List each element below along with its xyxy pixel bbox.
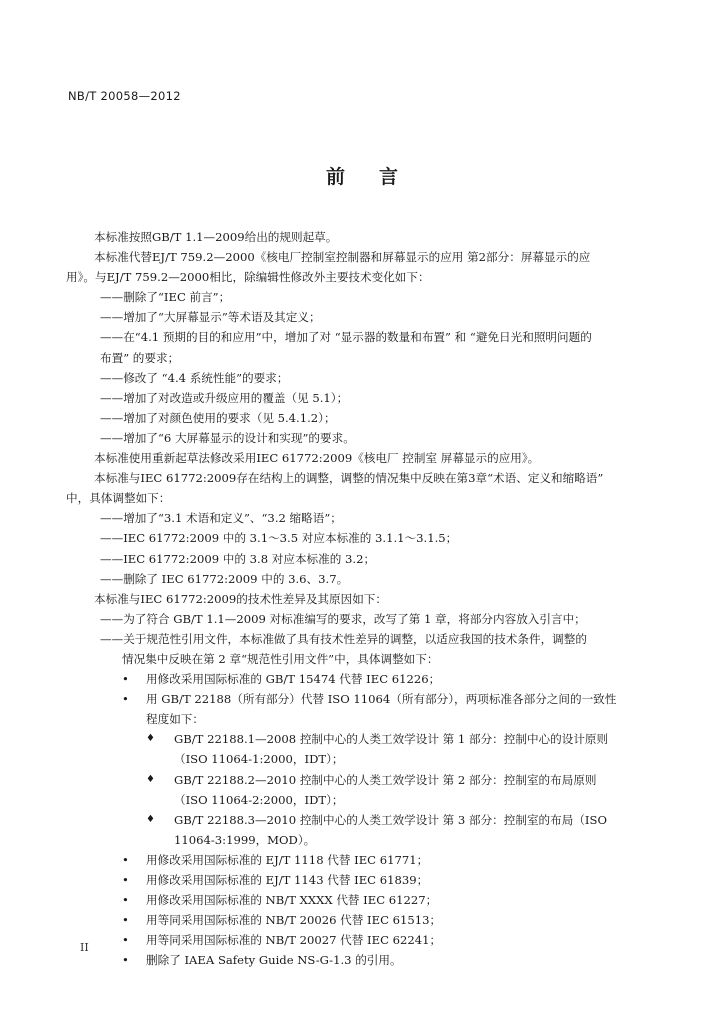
item-text: 用 GB/T 22188（所有部分）代替 ISO 11064（所有部分），两项标准各部分之间的一致性 — [146, 692, 617, 707]
page-title — [0, 162, 724, 189]
sub-bullet-item — [66, 729, 642, 749]
text-line: 用》。与EJ/T 759.2—2000相比，除编辑性修改外主要技术变化如下： — [66, 270, 430, 285]
sub-bullet-item — [66, 810, 642, 830]
text-line: ——增加了“6 大屏幕显示的设计和实现”的要求。 — [100, 430, 355, 445]
standard-number: NB/T 20058—2012 — [68, 89, 181, 103]
text-line: 本标准按照GB/T 1.1—2009给出的规则起草。 — [94, 230, 338, 244]
bullet-icon: • — [122, 873, 129, 887]
bullet-icon: • — [122, 933, 129, 948]
bullet-item — [66, 850, 642, 870]
text-line: ——增加了“3.1 术语和定义”、“3.2 缩略语”； — [100, 511, 342, 526]
text-line: ——关于规范性引用文件，本标准做了具有技术性差异的调整，以适应我国的技术条件，调整的 — [100, 631, 587, 646]
title-char-1: 前 — [325, 166, 345, 188]
text-line: （ISO 11064-2:2000，IDT）； — [174, 792, 344, 807]
bullet-icon: • — [122, 692, 129, 707]
bullet-item — [66, 910, 642, 930]
item-text: 用等同采用国际标准的 NB/T 20027 代替 IEC 62241； — [146, 933, 442, 948]
item-text: 删除了 IAEA Safety Guide NS-G-1.3 的引用。 — [146, 953, 402, 968]
bullet-item — [66, 930, 642, 950]
sub-bullet-item — [66, 770, 642, 790]
text-line: ——删除了 IEC 61772:2009 中的 3.6、3.7。 — [100, 571, 349, 586]
bullet-item — [66, 950, 642, 970]
text-line: 情况集中反映在第 2 章“规范性引用文件”中，具体调整如下： — [122, 651, 439, 666]
bullet-item — [66, 890, 642, 910]
foreword-body — [66, 227, 642, 970]
text-line: 中，具体调整如下： — [66, 491, 171, 506]
text-line: 11064-3:1999，MOD）。 — [174, 832, 316, 847]
text-line: ——删除了“IEC 前言”； — [100, 290, 231, 305]
bullet-item — [66, 689, 642, 709]
text-line: 本标准代替EJ/T 759.2—2000《核电厂控制室控制器和屏幕显示的应用 第2部分：屏幕显示的应 — [94, 250, 591, 265]
diamond-bullet-icon: ♦ — [146, 733, 155, 745]
text-line: ——为了符合 GB/T 1.1—2009 对标准编写的要求，改写了第 1 章，将部分内容放入引言中； — [100, 611, 586, 626]
text-line: ——增加了对改造或升级应用的覆盖（见 5.1）； — [100, 390, 349, 405]
item-text: 用修改采用国际标准的 EJ/T 1143 代替 IEC 61839； — [146, 873, 429, 887]
diamond-bullet-icon: ♦ — [146, 813, 155, 825]
text-line: ——IEC 61772:2009 中的 3.1～3.5 对应本标准的 3.1.1～3.1.5； — [100, 531, 458, 546]
text-line: 程度如下： — [146, 712, 204, 727]
bullet-item — [66, 870, 642, 890]
bullet-item — [66, 669, 642, 689]
text-line: （ISO 11064-1:2000，IDT）； — [174, 752, 344, 767]
item-text: 用修改采用国际标准的 GB/T 15474 代替 IEC 61226； — [146, 672, 441, 687]
text-line: 本标准使用重新起草法修改采用IEC 61772:2009《核电厂 控制室 屏幕显示的应用》。 — [94, 451, 540, 466]
text-line: ——在“4.1 预期的目的和应用”中，增加了对 “显示器的数量和布置” 和 “避免日光和照明问题的 — [100, 330, 592, 345]
bullet-icon: • — [122, 953, 129, 968]
bullet-icon: • — [122, 672, 129, 687]
page-folio: II — [80, 941, 89, 954]
text-line: ——增加了对颜色使用的要求（见 5.4.1.2）； — [100, 410, 336, 425]
item-text: 用修改采用国际标准的 EJ/T 1118 代替 IEC 61771； — [146, 852, 429, 867]
item-text: 用修改采用国际标准的 NB/T XXXX 代替 IEC 61227； — [146, 893, 438, 908]
item-text: 用等同采用国际标准的 NB/T 20026 代替 IEC 61513； — [146, 913, 442, 928]
title-char-2: 言 — [379, 166, 399, 188]
text-line: 布置” 的要求； — [100, 350, 180, 365]
text-line: ——修改了 “4.4 系统性能”的要求； — [100, 370, 289, 385]
text-line: 本标准与IEC 61772:2009存在结构上的调整，调整的情况集中反映在第3章“术语、定义和缩略语” — [94, 471, 604, 486]
text-line: ——增加了“大屏幕显示”等术语及其定义； — [100, 310, 321, 325]
item-text: GB/T 22188.1—2008 控制中心的人类工效学设计 第 1 部分：控制中心的设计原则 — [174, 732, 609, 747]
item-text: GB/T 22188.3—2010 控制中心的人类工效学设计 第 3 部分：控制室的布局（ISO — [174, 812, 607, 827]
item-text: GB/T 22188.2—2010 控制中心的人类工效学设计 第 2 部分：控制室的布局原则 — [174, 772, 597, 787]
text-line: ——IEC 61772:2009 中的 3.8 对应本标准的 3.2； — [100, 551, 376, 566]
bullet-icon: • — [122, 852, 129, 867]
bullet-icon: • — [122, 893, 129, 908]
text-line: 本标准与IEC 61772:2009的技术性差异及其原因如下： — [94, 591, 387, 606]
diamond-bullet-icon: ♦ — [146, 773, 155, 785]
bullet-icon: • — [122, 913, 129, 928]
